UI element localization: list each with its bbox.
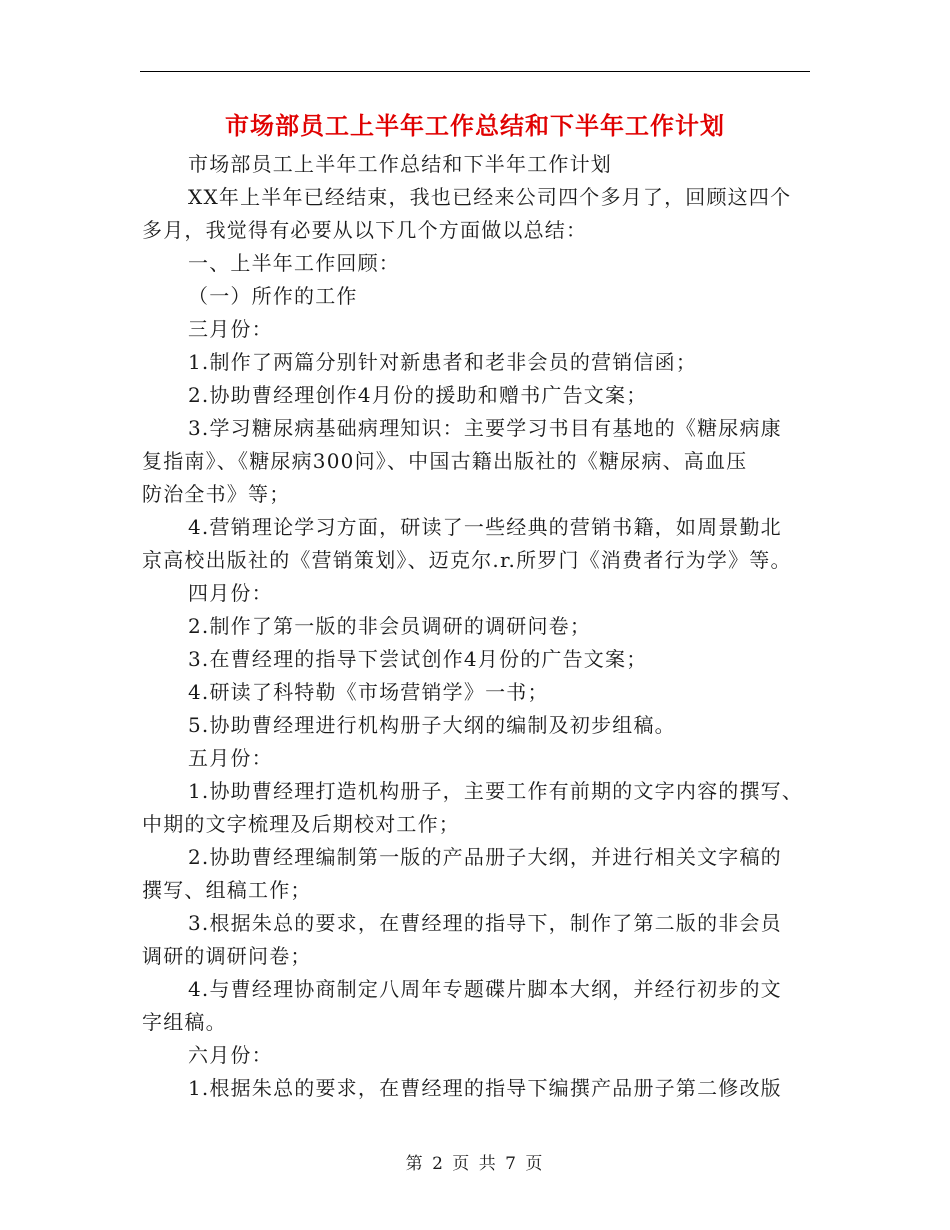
text-line: 市场部员工上半年工作总结和下半年工作计划	[188, 152, 612, 176]
paragraph	[142, 643, 812, 676]
paragraph	[142, 1039, 812, 1072]
text-line: 4.营销理论学习方面，研读了一些经典的营销书籍，如周景勤北	[188, 515, 782, 539]
text-line: 三月份：	[188, 317, 273, 341]
text-line: 4.与曹经理协商制定八周年专题碟片脚本大纲，并经行初步的文	[188, 977, 782, 1001]
paragraph	[142, 346, 812, 379]
paragraph	[142, 775, 812, 841]
paragraph	[142, 907, 812, 973]
page-footer: 第 2 页 共 7 页	[405, 1154, 545, 1174]
text-line: 2.协助曹经理编制第一版的产品册子大纲，并进行相关文字稿的	[188, 845, 782, 869]
paragraph	[142, 676, 812, 709]
text-line: 2.协助曹经理创作4月份的援助和赠书广告文案；	[188, 383, 648, 407]
text-line: 5.协助曹经理进行机构册子大纲的编制及初步组稿。	[188, 713, 676, 737]
paragraph	[142, 610, 812, 643]
paragraph	[142, 412, 812, 511]
text-line: 1.根据朱总的要求，在曹经理的指导下编撰产品册子第二修改版	[188, 1076, 782, 1100]
header-rule	[140, 71, 810, 72]
text-line: （一）所作的工作	[188, 284, 358, 308]
paragraph	[142, 709, 812, 742]
paragraph	[142, 1072, 812, 1105]
text-line: 四月份：	[188, 581, 273, 605]
paragraph	[142, 181, 812, 247]
text-line: 防治全书》等；	[142, 482, 291, 506]
text-line: 3.在曹经理的指导下尝试创作4月份的广告文案；	[188, 647, 648, 671]
paragraph	[142, 973, 812, 1039]
text-line: 调研的调研问卷；	[142, 944, 312, 968]
paragraph	[142, 841, 812, 907]
document-body	[142, 148, 812, 1105]
text-line: XX年上半年已经结束，我也已经来公司四个多月了，回顾这四个	[188, 185, 792, 209]
text-line: 3.根据朱总的要求，在曹经理的指导下，制作了第二版的非会员	[188, 911, 782, 935]
text-line: 五月份：	[188, 746, 273, 770]
text-line: 4.研读了科特勒《市场营销学》一书；	[188, 680, 549, 704]
paragraph	[142, 313, 812, 346]
text-line: 多月，我觉得有必要从以下几个方面做以总结：	[142, 218, 588, 242]
text-line: 2.制作了第一版的非会员调研的调研问卷；	[188, 614, 592, 638]
paragraph	[142, 511, 812, 577]
paragraph	[142, 280, 812, 313]
text-line: 一、上半年工作回顾：	[188, 251, 400, 275]
text-line: 复指南》、《糖尿病300问》、中国古籍出版社的《糖尿病、高血压	[142, 449, 748, 473]
paragraph	[142, 247, 812, 280]
text-line: 六月份：	[188, 1043, 273, 1067]
text-line: 1.制作了两篇分别针对新患者和老非会员的营销信函；	[188, 350, 698, 374]
paragraph	[142, 148, 812, 181]
paragraph	[142, 742, 812, 775]
paragraph	[142, 379, 812, 412]
text-line: 中期的文字梳理及后期校对工作；	[142, 812, 460, 836]
text-line: 京高校出版社的《营销策划》、迈克尔.r.所罗门《消费者行为学》等。	[142, 548, 792, 572]
document-title: 市场部员工上半年工作总结和下半年工作计划	[225, 112, 725, 140]
text-line: 3.学习糖尿病基础病理知识：主要学习书目有基地的《糖尿病康	[188, 416, 782, 440]
text-line: 1.协助曹经理打造机构册子，主要工作有前期的文字内容的撰写、	[188, 779, 804, 803]
text-line: 字组稿。	[142, 1010, 227, 1034]
text-line: 撰写、组稿工作；	[142, 878, 312, 902]
paragraph	[142, 577, 812, 610]
